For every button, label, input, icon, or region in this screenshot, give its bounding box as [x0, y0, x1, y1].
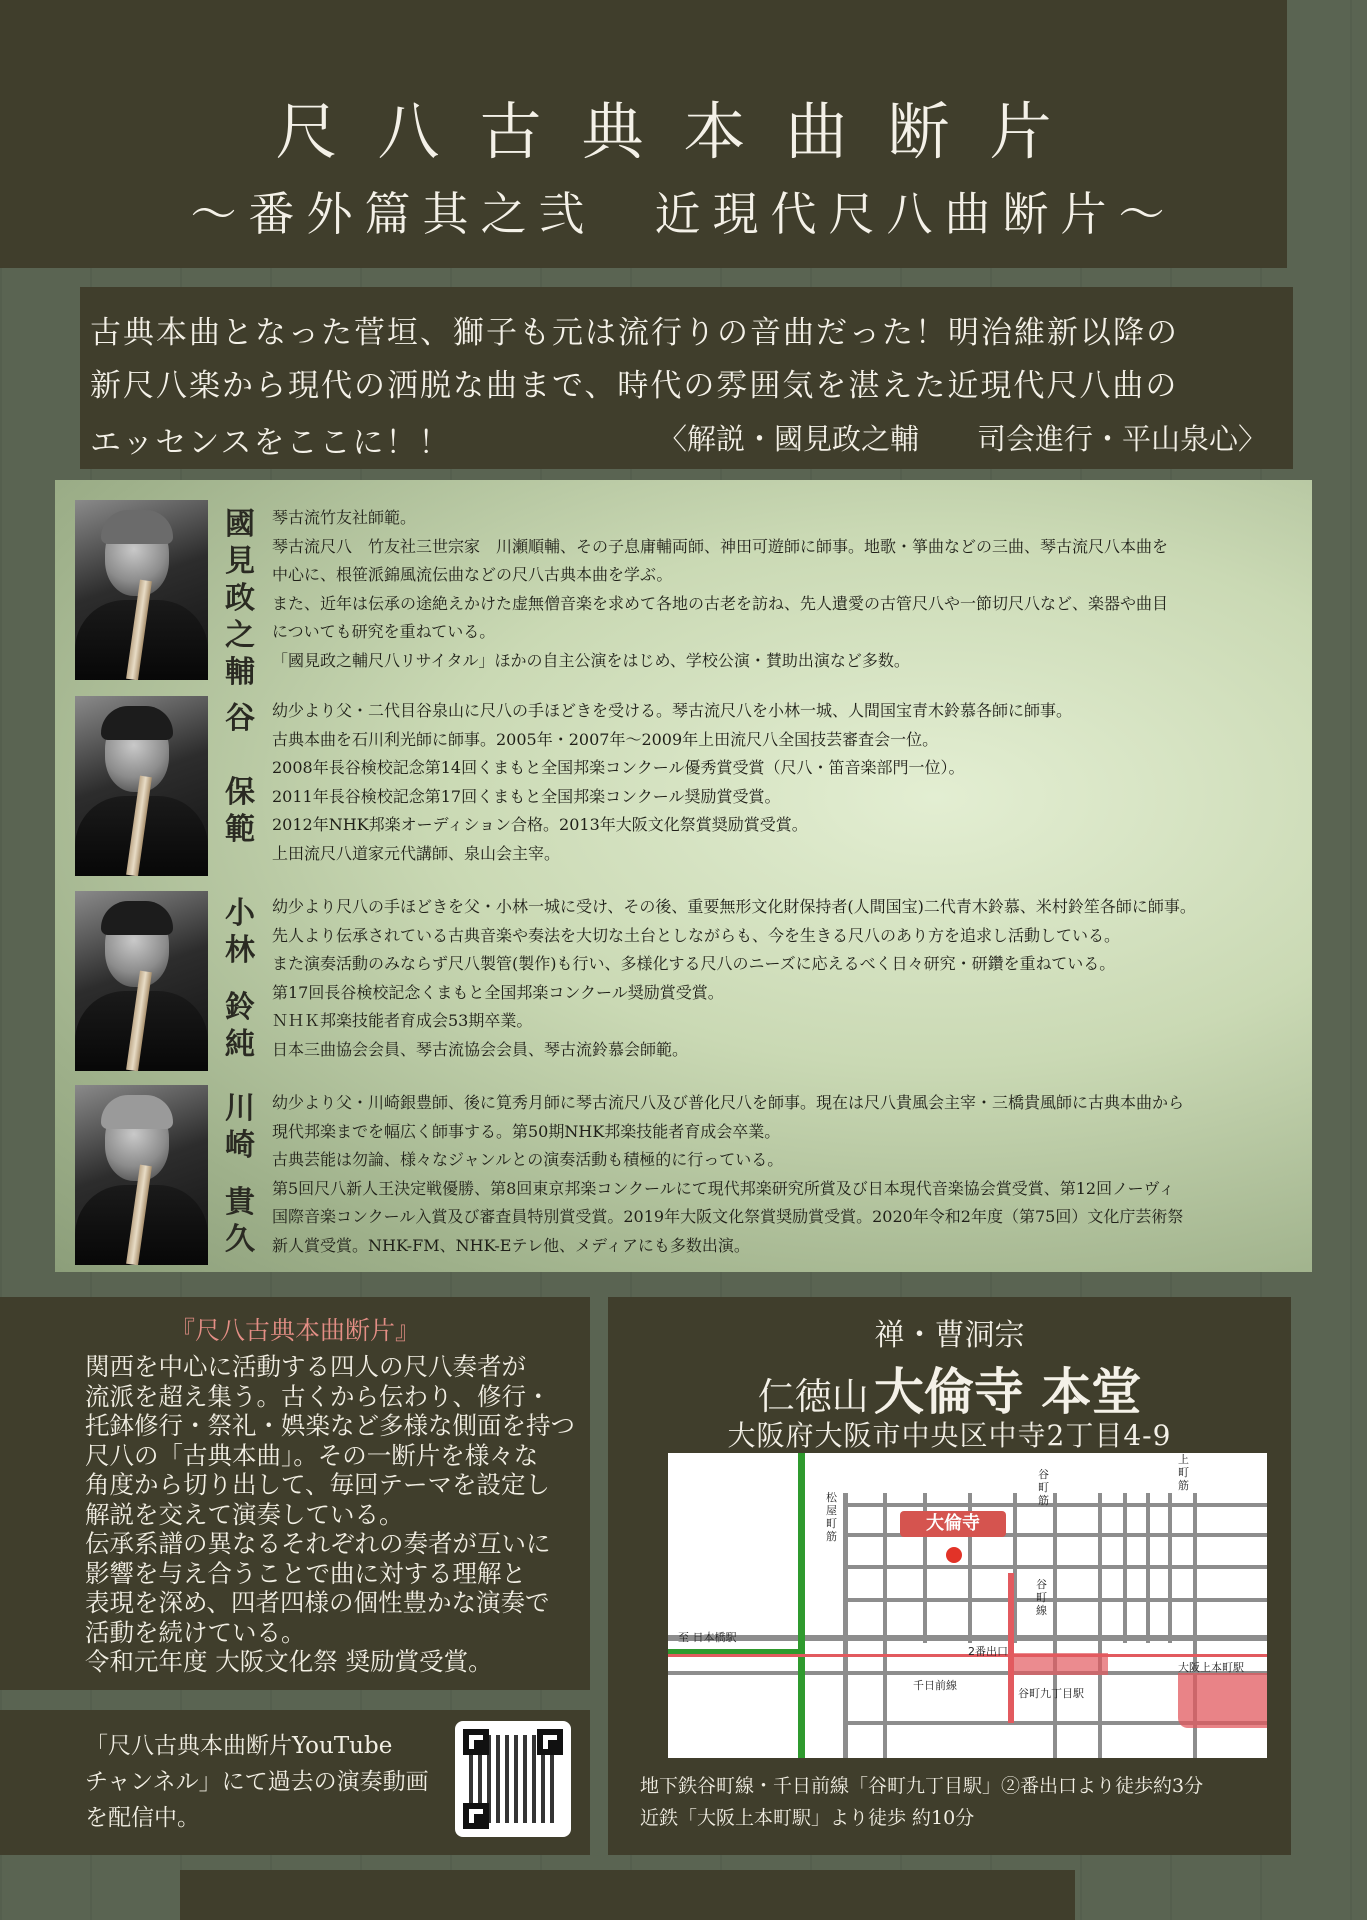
qr-code[interactable] [455, 1721, 571, 1837]
map-label-uehonmachi-st: 上町筋 [1178, 1453, 1189, 1492]
intro-line-1: 古典本曲となった菅垣、獅子も元は流行りの音曲だった！明治維新以降の [90, 315, 1179, 351]
about-title: 『尺八古典本曲断片』 [169, 1316, 420, 1345]
venue-sect: 禅・曹洞宗 [874, 1318, 1025, 1353]
performer-bio-kobayashi: 幼少より尺八の手ほどきを父・小林一城に受け、その後、重要無形文化財保持者(人間国宝)二代青木鈴慕、米村鈴笙各師に師事。 先人より伝承されている古典音楽や奏法を大切な土台としながらも、今を生きる尺八のあり方を追求し活動している。 また演奏活動のみならず尺八製管(製作)も行い、多様化する尺八のニーズに応えるべく日々研究・研鑽を重ねている。 第17回長谷検校記念くまもと全国邦楽コンクール奨励賞受賞。 ＮＨＫ邦楽技能者育成会53期卒業。 日本三曲協会会員、琴古流協会会員、琴古流鈴慕会師範。 [272, 897, 1196, 1059]
access-map [668, 1453, 1267, 1758]
map-label-tanimachi9: 谷町九丁目駅 [1018, 1687, 1084, 1700]
performer-name-kawasaki: 川 崎 貴 久 [225, 1091, 255, 1257]
venue-address: 大阪府大阪市中央区中寺2丁目4-9 [727, 1419, 1172, 1452]
performer-bio-tani: 幼少より父・二代目谷泉山に尺八の手ほどきを受ける。琴古流尺八を小林一城、人間国宝青木鈴慕各師に師事。 古典本曲を石川利光師に師事。2005年・2007年〜2009年上田流尺八全国技芸審査会一位。 2008年長谷検校記念第14回くまもと全国邦楽コンクール優秀賞受賞（尺八・笛音楽部門一位）。 2011年長谷検校記念第17回くまもと全国邦楽コンクール奨励賞受賞。 2012年NHK邦楽オーディション合格。2013年大阪文化祭賞奨励賞受賞。 上田流尺八道家元代講師、泉山会主宰。 [272, 701, 1073, 863]
about-body: 関西を中心に活動する四人の尺八奏者が 流派を超え集う。古くから伝わり、修行・ 托鉢修行・祭礼・娯楽など多様な側面を持つ 尺八の「古典本曲」。その一断片を様々な 角度から切り出して、毎回テーマを設定し 解説を交えて演奏している。 伝承系譜の異なるそれぞれの奏者が互いに 影響を与え合うことで曲に対する理解と 表現を深め、四者四様の個性豊かな演奏で 活動を続けている。 令和元年度 大阪文化祭 奨励賞受賞。 [85, 1352, 575, 1676]
performer-photo-kunimi [75, 500, 208, 680]
bottom-panel [180, 1870, 1075, 1920]
main-title: 尺八古典本曲断片 [275, 95, 1092, 168]
performer-name-tani: 谷 保 範 [225, 701, 255, 847]
performer-name-kunimi: 國 見 政 之 輔 [225, 507, 255, 690]
map-label-exit2: 2番出口 [968, 1645, 1008, 1658]
subtitle: 〜番外篇其之弐 近現代尺八曲断片〜 [190, 187, 1177, 241]
map-label-nihonbashi: 至 日本橋駅 [678, 1631, 737, 1644]
map-label-osaka-uehonmachi: 大阪上本町駅 [1178, 1661, 1244, 1674]
map-temple-marker [946, 1547, 962, 1563]
performer-bio-kawasaki: 幼少より父・川崎銀豊師、後に筧秀月師に琴古流尺八及び普化尺八を師事。現在は尺八貴風会主宰・三橋貴風師に古典本曲から 現代邦楽までを幅広く師事する。第50期NHK邦楽技能者育成会卒業。 古典芸能は勿論、様々なジャンルとの演奏活動も積極的に行っている。 第5回尺八新人王決定戦優勝、第8回東京邦楽コンクールにて現代邦楽研究所賞及び日本現代音楽協会賞受賞、第12回ノーヴィ 国際音楽コンクール入賞及び審査員特別賞受賞。2019年大阪文化祭賞奨励賞受賞。2020年令和2年度（第75回）文化庁芸術祭 新人賞受賞。NHK-FM、NHK-Eテレ他、メディアにも多数出演。 [272, 1093, 1185, 1255]
youtube-text: 「尺八古典本曲断片YouTube チャンネル」にて過去の演奏動画 を配信中。 [85, 1733, 429, 1831]
intro-credit: 〈解説・國見政之輔 司会進行・平山泉心〉 [657, 422, 1267, 456]
intro-line-3: エッセンスをここに！！ [90, 425, 452, 461]
map-label-sennichimae: 千日前線 [913, 1679, 957, 1692]
access-directions: 地下鉄谷町線・千日前線「谷町九丁目駅」②番出口より徒歩約3分 近鉄「大阪上本町駅」より徒歩 約10分 [640, 1775, 1204, 1829]
venue-name: 仁徳山 大倫寺 本堂 [757, 1362, 1142, 1421]
performer-name-kobayashi: 小 林 鈴 純 [225, 896, 255, 1062]
performer-photo-tani [75, 696, 208, 876]
map-label-tanimachi-line: 谷町線 [1036, 1578, 1047, 1617]
map-label-tanimachi: 谷町筋 [1038, 1468, 1049, 1507]
map-temple-label: 大倫寺 [900, 1511, 1006, 1537]
intro-line-2: 新尺八楽から現代の洒脱な曲まで、時代の雰囲気を湛えた近現代尺八曲の [90, 368, 1179, 404]
performer-photo-kobayashi [75, 891, 208, 1071]
performer-photo-kawasaki [75, 1085, 208, 1265]
performer-bio-kunimi: 琴古流竹友社師範。 琴古流尺八 竹友社三世宗家 川瀬順輔、その子息庸輔両師、神田可遊師に師事。地歌・箏曲などの三曲、琴古流尺八本曲を 中心に、根笹派錦風流伝曲などの尺八古典本曲を学ぶ。 また、近年は伝承の途絶えかけた虚無僧音楽を求めて各地の古老を訪ね、先人遺愛の古管尺八や一節切尺八など、楽器や曲目 についても研究を重ねている。 「國見政之輔尺八リサイタル」ほかの自主公演をはじめ、学校公演・賛助出演など多数。 [272, 508, 1169, 670]
map-label-matsuyamachi: 松屋町筋 [826, 1491, 837, 1543]
